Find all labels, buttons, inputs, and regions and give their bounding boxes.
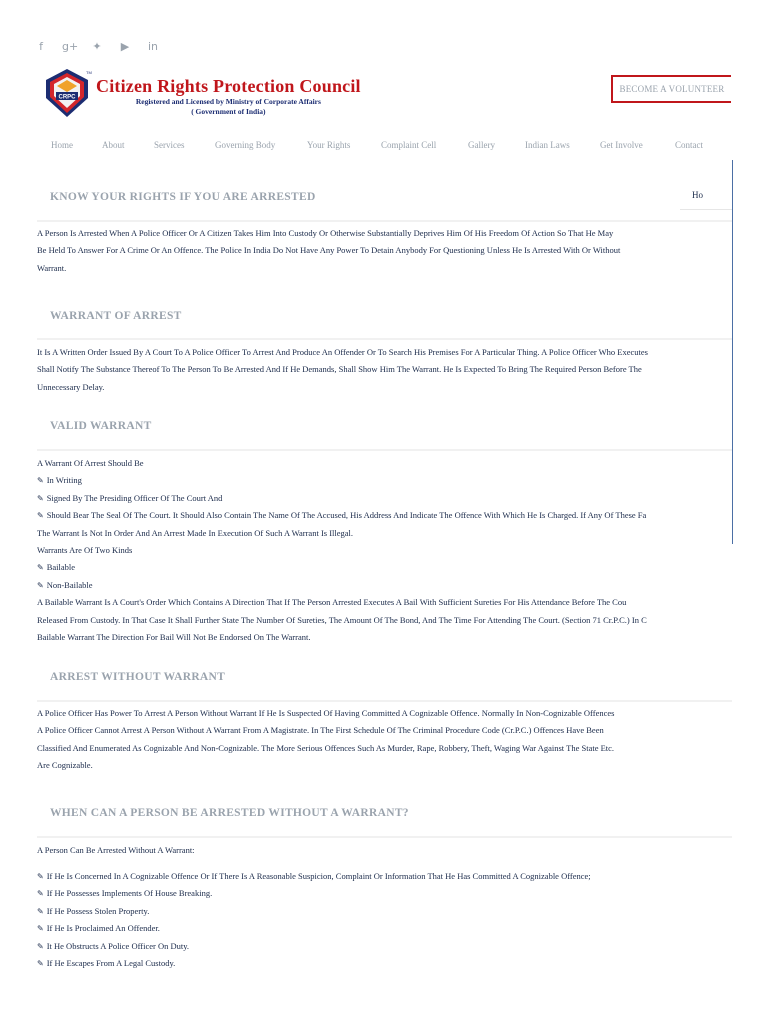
text-line: Warrants Are Of Two Kinds [37, 545, 133, 556]
section-heading-warrant-of-arrest: WARRANT OF ARREST [50, 310, 182, 322]
list-item: ✎ In Writing [37, 475, 82, 486]
pencil-icon: ✎ [37, 959, 44, 969]
list-item: ✎ Non-Bailable [37, 579, 93, 590]
section-list-when-arrested [37, 868, 591, 972]
pencil-icon: ✎ [37, 941, 44, 951]
list-item: ✎ If He Is Concerned In A Cognizable Offence Or If There Is A Reasonable Suspicion, Complaint Or Information That He Has Committed A Cognizable Offence; [37, 871, 591, 881]
section-intro-when-arrested: A Person Can Be Arrested Without A Warrant: [37, 845, 195, 855]
section-heading-when-arrested: WHEN CAN A PERSON BE ARRESTED WITHOUT A WARRANT? [50, 807, 409, 819]
logo-tm: TM [86, 70, 92, 75]
text-line: Be Held To Answer For A Crime Or An Offence. The Police In India Do Not Have Any Power To Detain Anybody For Questioning Unless He Is Arrested With Or Without [37, 245, 621, 256]
youtube-icon[interactable]: ▶ [120, 40, 130, 53]
nav-services[interactable]: Services [154, 140, 185, 150]
text-line: A Bailable Warrant Is A Court's Order Which Contains A Direction That If The Person Arrested Executes A Bail With Sufficient Sureties For His Attendance Before The Cou [37, 597, 627, 608]
divider [37, 836, 732, 838]
divider [37, 338, 732, 340]
nav-about[interactable]: About [102, 140, 125, 150]
nav-your-rights[interactable]: Your Rights [307, 140, 351, 150]
section-heading-valid-warrant: VALID WARRANT [50, 420, 152, 432]
google-plus-icon[interactable]: g+ [62, 40, 79, 53]
section-text-warrant-of-arrest [37, 344, 648, 396]
nav-gallery[interactable]: Gallery [468, 140, 495, 150]
pencil-icon: ✎ [37, 889, 44, 899]
section-text-arrest-without-warrant [37, 705, 614, 775]
section-heading-arrested: KNOW YOUR RIGHTS IF YOU ARE ARRESTED [50, 191, 316, 203]
nav-contact[interactable]: Contact [675, 140, 703, 150]
list-item: ✎ If He Possess Stolen Property. [37, 905, 150, 916]
crpc-emblem-icon [44, 68, 90, 118]
text-line: The Warrant Is Not In Order And An Arrest Made In Execution Of Such A Warrant Is Illegal. [37, 527, 354, 538]
list-item: ✎ If He Is Proclaimed An Offender. [37, 923, 160, 934]
logo-text: CRPC [58, 94, 76, 101]
text-line: Are Cognizable. [37, 760, 93, 771]
site-subtitle: Registered and Licensed by Ministry of Corporate Affairs [135, 97, 321, 106]
list-item: ✎ Signed By The Presiding Officer Of The Court And [37, 492, 223, 503]
linkedin-icon[interactable]: in [147, 40, 159, 53]
social-links [34, 40, 160, 53]
text-line: A Police Officer Cannot Arrest A Person Without A Warrant From A Magistrate. In The First Schedule Of The Criminal Procedure Code (Cr.P.C.) Offences Have Been [37, 725, 604, 736]
section-text-arrested [37, 225, 620, 277]
text-line: It Is A Written Order Issued By A Court To A Police Officer To Arrest And Produce An Offender Or To Search His Premises For A Particular Thing. A Police Officer Who Executes [37, 347, 648, 357]
main-nav [51, 140, 703, 150]
site-title: Citizen Rights Protection Council [96, 76, 361, 96]
pencil-icon: ✎ [37, 511, 44, 521]
sidebar-divider [680, 209, 732, 210]
pencil-icon: ✎ [37, 580, 44, 590]
list-item: ✎ Bailable [37, 562, 76, 573]
text-line: Bailable Warrant The Direction For Bail Will Not Be Endorsed On The Warrant. [37, 632, 311, 643]
nav-governing-body[interactable]: Governing Body [215, 140, 276, 150]
text-line: A Warrant Of Arrest Should Be [37, 458, 144, 468]
nav-get-involve[interactable]: Get Involve [600, 140, 643, 150]
list-item: ✎ If He Escapes From A Legal Custody. [37, 958, 176, 969]
pencil-icon: ✎ [37, 563, 44, 573]
site-header-logo[interactable] [44, 68, 361, 118]
text-line: Shall Notify The Substance Thereof To The Person To Be Arrested And If He Demands, Shall Show Him The Warrant. He Is Expected To Bring The Required Person Before The [37, 364, 642, 375]
list-item: ✎ It He Obstructs A Police Officer On Duty. [37, 940, 190, 951]
site-subtitle-gov: ( Government of India) [191, 107, 266, 116]
nav-home[interactable]: Home [51, 140, 73, 150]
divider [37, 449, 732, 451]
text-line: Unnecessary Delay. [37, 381, 105, 392]
become-volunteer-button[interactable]: BECOME A VOLUNTEER [611, 75, 731, 103]
nav-indian-laws[interactable]: Indian Laws [525, 140, 570, 150]
pencil-icon: ✎ [37, 476, 44, 486]
twitter-icon[interactable]: ✦ [92, 40, 102, 53]
list-item: ✎ If He Possesses Implements Of House Breaking. [37, 888, 213, 899]
pencil-icon: ✎ [37, 872, 44, 881]
facebook-icon[interactable]: f [39, 40, 43, 53]
section-heading-arrest-without-warrant: ARREST WITHOUT WARRANT [50, 671, 226, 683]
divider [37, 700, 732, 702]
section-text-valid-warrant [37, 455, 647, 646]
nav-complaint-cell[interactable]: Complaint Cell [381, 140, 437, 150]
sidebar-tab-home[interactable]: Ho [692, 190, 703, 200]
list-item: ✎ Should Bear The Seal Of The Court. It Should Also Contain The Name Of The Accused, His Address And Indicate The Offence With Which He Is Charged. If Any Of These Fa [37, 510, 647, 521]
pencil-icon: ✎ [37, 493, 44, 503]
text-line: Released From Custody. In That Case It Shall Further State The Number Of Sureties, The Amount Of The Bond, And The Time For Attending The Court. (Section 71 Cr.P.C.) In C [37, 614, 647, 625]
pencil-icon: ✎ [37, 924, 44, 934]
text-line: A Person Is Arrested When A Police Officer Or A Citizen Takes Him Into Custody Or Otherwise Substantially Deprives Him Of His Freedom Of Action So That He May [37, 228, 614, 238]
text-line: A Police Officer Has Power To Arrest A Person Without Warrant If He Is Suspected Of Having Committed A Cognizable Offence. Normally In Non-Cognizable Offences [37, 708, 615, 718]
sidebar-border [732, 160, 733, 544]
text-line: Classified And Enumerated As Cognizable And Non-Cognizable. The More Serious Offences Such As Murder, Rape, Robbery, Theft, Waging War Against The State Etc. [37, 742, 615, 753]
brand-block [96, 68, 361, 116]
divider [37, 220, 732, 222]
text-line: Warrant. [37, 262, 67, 273]
pencil-icon: ✎ [37, 906, 44, 916]
